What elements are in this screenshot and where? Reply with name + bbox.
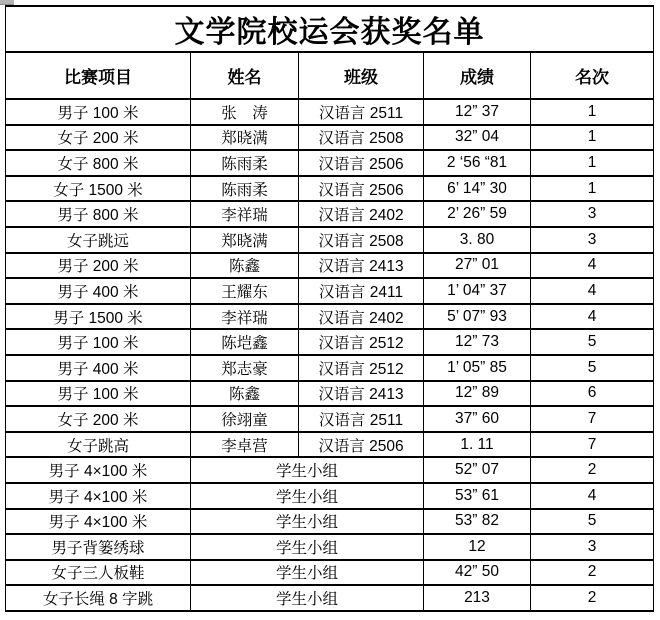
name-cell: 郑晓满 (191, 125, 299, 151)
result-cell: 12” 89 (424, 381, 531, 407)
result-cell: 52” 07 (424, 457, 531, 483)
table-row (6, 355, 654, 381)
name-cell: 张 涛 (191, 99, 299, 125)
rank-cell: 4 (531, 253, 654, 279)
rank-cell: 1 (531, 150, 654, 176)
rank-cell: 5 (531, 355, 654, 381)
rank-cell: 1 (531, 176, 654, 202)
group-cell: 学生小组 (191, 534, 424, 560)
event-cell: 女子跳远 (6, 227, 191, 253)
event-cell: 男子背篓绣球 (6, 534, 191, 560)
event-cell: 男子 200 米 (6, 253, 191, 279)
name-cell: 李卓营 (191, 432, 299, 458)
result-cell: 12” 73 (424, 329, 531, 355)
table-row (6, 483, 654, 509)
result-cell: 12” 37 (424, 99, 531, 125)
header-result: 成绩 (424, 52, 531, 99)
table-row (6, 585, 654, 611)
result-cell: 6’ 14” 30 (424, 176, 531, 202)
result-cell: 1’ 05” 85 (424, 355, 531, 381)
table-row (6, 227, 654, 253)
table-row (6, 381, 654, 407)
table-row (6, 253, 654, 279)
class-cell: 汉语言 2512 (299, 355, 424, 381)
table-title: 文学院校运会获奖名单 (6, 6, 654, 52)
group-cell: 学生小组 (191, 457, 424, 483)
event-cell: 男子 400 米 (6, 355, 191, 381)
rank-cell: 5 (531, 509, 654, 535)
class-cell: 汉语言 2413 (299, 253, 424, 279)
rank-cell: 4 (531, 304, 654, 330)
event-cell: 女子长绳 8 字跳 (6, 585, 191, 611)
class-cell: 汉语言 2512 (299, 329, 424, 355)
header-class: 班级 (299, 52, 424, 99)
class-cell: 汉语言 2402 (299, 304, 424, 330)
table-row (6, 457, 654, 483)
event-cell: 男子 4×100 米 (6, 457, 191, 483)
rank-cell: 3 (531, 534, 654, 560)
group-cell: 学生小组 (191, 483, 424, 509)
event-cell: 女子 200 米 (6, 406, 191, 432)
event-cell: 女子 1500 米 (6, 176, 191, 202)
rank-cell: 3 (531, 201, 654, 227)
title-row (6, 6, 654, 52)
result-cell: 32” 04 (424, 125, 531, 151)
rank-cell: 4 (531, 483, 654, 509)
name-cell: 陈鑫 (191, 381, 299, 407)
table-row (6, 278, 654, 304)
table-row (6, 201, 654, 227)
result-cell: 2’ 26” 59 (424, 201, 531, 227)
rank-cell: 3 (531, 227, 654, 253)
table-row (6, 406, 654, 432)
event-cell: 女子跳高 (6, 432, 191, 458)
result-cell: 42” 50 (424, 560, 531, 586)
table-row (6, 150, 654, 176)
rank-cell: 4 (531, 278, 654, 304)
result-cell: 53” 61 (424, 483, 531, 509)
rank-cell: 2 (531, 457, 654, 483)
table-row (6, 432, 654, 458)
rank-cell: 1 (531, 125, 654, 151)
table-row (6, 329, 654, 355)
name-cell: 陈鑫 (191, 253, 299, 279)
class-cell: 汉语言 2508 (299, 227, 424, 253)
name-cell: 徐翊童 (191, 406, 299, 432)
result-cell: 1’ 04” 37 (424, 278, 531, 304)
name-cell: 李祥瑞 (191, 201, 299, 227)
header-row (6, 52, 654, 99)
result-cell: 3. 80 (424, 227, 531, 253)
rank-cell: 5 (531, 329, 654, 355)
name-cell: 陈垲鑫 (191, 329, 299, 355)
class-cell: 汉语言 2506 (299, 432, 424, 458)
event-cell: 男子 4×100 米 (6, 483, 191, 509)
class-cell: 汉语言 2411 (299, 278, 424, 304)
result-cell: 2 ‘56 “81 (424, 150, 531, 176)
event-cell: 女子 800 米 (6, 150, 191, 176)
event-cell: 男子 100 米 (6, 99, 191, 125)
name-cell: 郑晓满 (191, 227, 299, 253)
event-cell: 女子 200 米 (6, 125, 191, 151)
group-cell: 学生小组 (191, 509, 424, 535)
result-cell: 12 (424, 534, 531, 560)
rank-cell: 7 (531, 406, 654, 432)
result-cell: 37” 60 (424, 406, 531, 432)
result-cell: 53” 82 (424, 509, 531, 535)
result-cell: 5’ 07” 93 (424, 304, 531, 330)
table-row (6, 534, 654, 560)
result-cell: 213 (424, 585, 531, 611)
rank-cell: 1 (531, 99, 654, 125)
event-cell: 男子 100 米 (6, 329, 191, 355)
name-cell: 郑志豪 (191, 355, 299, 381)
event-cell: 男子 100 米 (6, 381, 191, 407)
table-row (6, 509, 654, 535)
awards-table (5, 5, 654, 612)
rank-cell: 7 (531, 432, 654, 458)
group-cell: 学生小组 (191, 585, 424, 611)
name-cell: 李祥瑞 (191, 304, 299, 330)
event-cell: 男子 1500 米 (6, 304, 191, 330)
table-row (6, 125, 654, 151)
class-cell: 汉语言 2413 (299, 381, 424, 407)
name-cell: 陈雨柔 (191, 150, 299, 176)
name-cell: 陈雨柔 (191, 176, 299, 202)
rank-cell: 6 (531, 381, 654, 407)
table-row (6, 304, 654, 330)
event-cell: 女子三人板鞋 (6, 560, 191, 586)
table-row (6, 560, 654, 586)
header-rank: 名次 (531, 52, 654, 99)
result-cell: 27” 01 (424, 253, 531, 279)
event-cell: 男子 400 米 (6, 278, 191, 304)
class-cell: 汉语言 2506 (299, 176, 424, 202)
name-cell: 王耀东 (191, 278, 299, 304)
event-cell: 男子 4×100 米 (6, 509, 191, 535)
rank-cell: 2 (531, 560, 654, 586)
class-cell: 汉语言 2506 (299, 150, 424, 176)
rank-cell: 2 (531, 585, 654, 611)
table-row (6, 176, 654, 202)
class-cell: 汉语言 2511 (299, 406, 424, 432)
class-cell: 汉语言 2511 (299, 99, 424, 125)
event-cell: 男子 800 米 (6, 201, 191, 227)
class-cell: 汉语言 2508 (299, 125, 424, 151)
class-cell: 汉语言 2402 (299, 201, 424, 227)
result-cell: 1. 11 (424, 432, 531, 458)
table-row (6, 99, 654, 125)
header-event: 比赛项目 (6, 52, 191, 99)
table-body (6, 99, 654, 611)
group-cell: 学生小组 (191, 560, 424, 586)
header-name: 姓名 (191, 52, 299, 99)
